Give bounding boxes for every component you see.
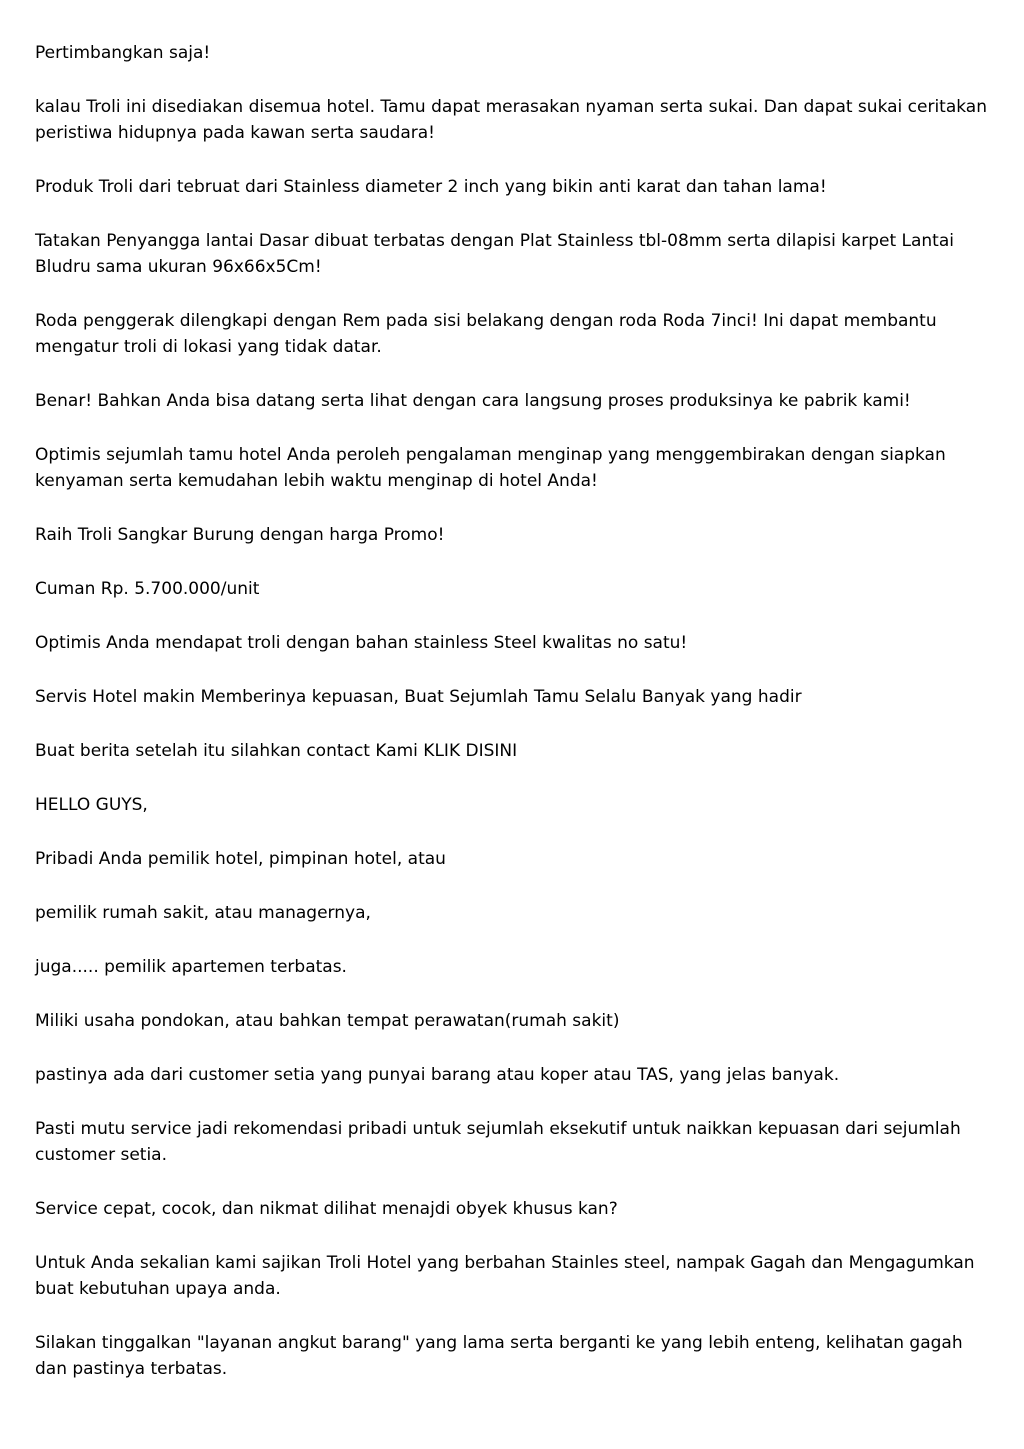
paragraph: Pertimbangkan saja! — [35, 43, 211, 63]
paragraph: Tatakan Penyangga lantai Dasar dibuat terbatas dengan Plat Stainless tbl-08mm serta dilapisi karpet Lantai Bludru sama ukuran 96x66x5Cm! — [35, 231, 954, 277]
paragraph: Pribadi Anda pemilik hotel, pimpinan hotel, atau — [35, 849, 446, 869]
paragraph: Miliki usaha pondokan, atau bahkan tempat perawatan(rumah sakit) — [35, 1011, 620, 1031]
promo-heading: Raih Troli Sangkar Burung dengan harga Promo! — [35, 525, 445, 545]
paragraph: Benar! Bahkan Anda bisa datang serta lihat dengan cara langsung proses produksinya ke pabrik kami! — [35, 391, 911, 411]
paragraph: kalau Troli ini disediakan disemua hotel. Tamu dapat merasakan nyaman serta sukai. Dan dapat sukai ceritakan peristiwa hidupnya pada kawan serta saudara! — [35, 97, 987, 143]
paragraph: Untuk Anda sekalian kami sajikan Troli Hotel yang berbahan Stainles steel, nampak Gagah dan Mengagumkan buat kebutuhan upaya anda. — [35, 1253, 975, 1299]
paragraph: pastinya ada dari customer setia yang punyai barang atau koper atau TAS, yang jelas banyak. — [35, 1065, 840, 1085]
paragraph: Service cepat, cocok, dan nikmat dilihat menajdi obyek khusus kan? — [35, 1199, 618, 1219]
paragraph: Produk Troli dari tebruat dari Stainless diameter 2 inch yang bikin anti karat dan tahan lama! — [35, 177, 827, 197]
paragraph: Roda penggerak dilengkapi dengan Rem pada sisi belakang dengan roda Roda 7inci! Ini dapat membantu mengatur troli di lokasi yang tidak datar. — [35, 311, 937, 357]
paragraph: pemilik rumah sakit, atau managernya, — [35, 903, 371, 923]
paragraph: juga..... pemilik apartemen terbatas. — [35, 957, 347, 977]
contact-text: Buat berita setelah itu silahkan contact Kami KLIK DISINI — [35, 741, 518, 761]
paragraph: Pasti mutu service jadi rekomendasi pribadi untuk sejumlah eksekutif untuk naikkan kepuasan dari sejumlah customer setia. — [35, 1119, 961, 1165]
paragraph: Optimis Anda mendapat troli dengan bahan stainless Steel kwalitas no satu! — [35, 633, 688, 653]
paragraph: Servis Hotel makin Memberinya kepuasan, Buat Sejumlah Tamu Selalu Banyak yang hadir — [35, 687, 802, 707]
price-text: Cuman Rp. 5.700.000/unit — [35, 579, 260, 599]
greeting: HELLO GUYS, — [35, 795, 148, 815]
document-body — [35, 40, 995, 1410]
paragraph: Silakan tinggalkan "layanan angkut barang" yang lama serta berganti ke yang lebih enteng, kelihatan gagah dan pastinya terbatas. — [35, 1333, 963, 1379]
paragraph: Optimis sejumlah tamu hotel Anda peroleh pengalaman menginap yang menggembirakan dengan siapkan kenyaman serta kemudahan lebih waktu menginap di hotel Anda! — [35, 445, 946, 491]
